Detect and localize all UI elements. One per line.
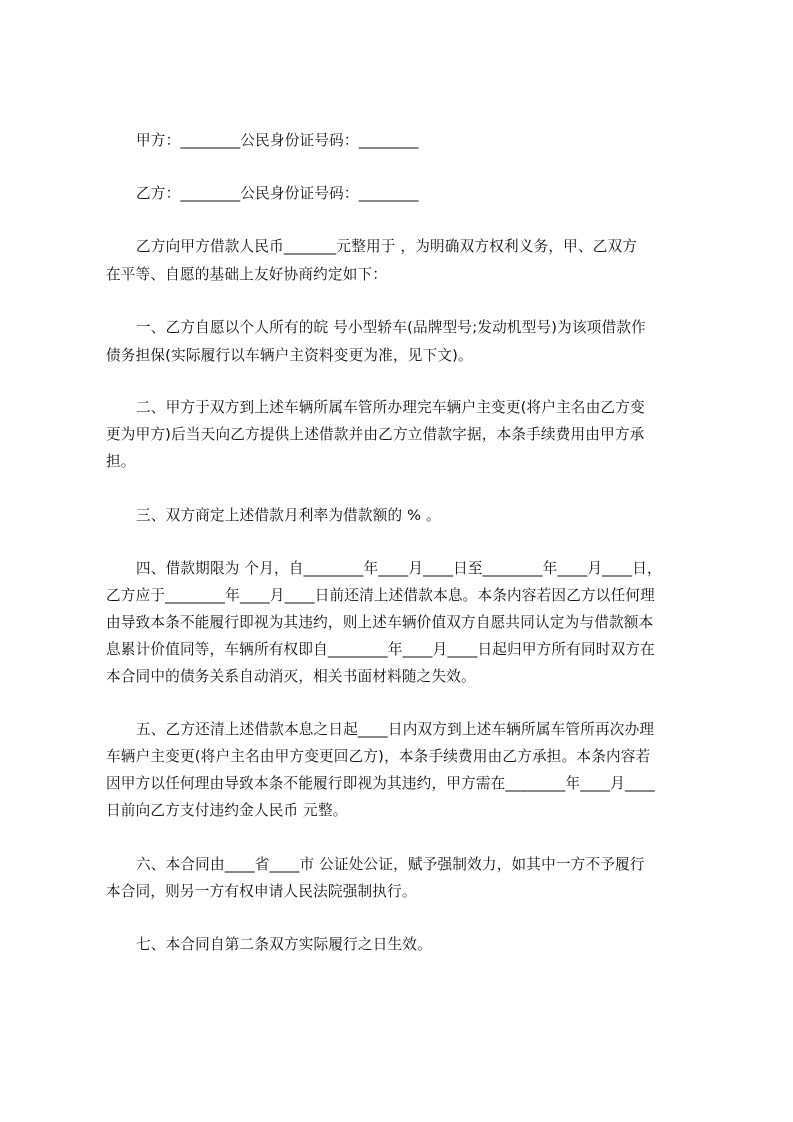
clause5-line-3: 因甲方以任何理由导致本条不能履行即视为其违约，甲方需在________年____月____: [106, 775, 655, 792]
clause6-line-2: 本合同，则另一方有权申请人民法院强制执行。: [106, 883, 417, 900]
clause4-line-3: 由导致本条不能履行即视为其违约，则上述车辆价值双方自愿共同认定为与借款额本: [106, 614, 654, 631]
clause4-line-1: 四、借款期限为 个月，自________年____月____日至________年____月____日，: [136, 560, 662, 577]
intro-line-1: 乙方向甲方借款人民币_______元整用于 ，为明确双方权利义务，甲、乙双方: [136, 238, 638, 255]
clause2-line-1: 二、甲方于双方到上述车辆所属车管所办理完车辆户主变更(将户主名由乙方变: [136, 399, 645, 416]
clause4-line-4: 息累计价值同等，车辆所有权即自________年____月____日起归甲方所有同时双方在: [106, 641, 655, 658]
clause1-line-2: 债务担保(实际履行以车辆户主资料变更为准，见下文)。: [106, 347, 473, 364]
clause7-line-1: 七、本合同自第二条双方实际履行之日生效。: [136, 936, 432, 953]
clause2-line-3: 担。: [106, 453, 136, 470]
clause2-line-2: 更为甲方)后当天向乙方提供上述借款并由乙方立借款字据，本条手续费用由甲方承: [106, 426, 645, 443]
clause5-line-4: 日前向乙方支付违约金人民币 元整。: [106, 802, 348, 819]
clause1-line-1: 一、乙方自愿以个人所有的皖 号小型轿车(品牌型号;发动机型号)为该项借款作: [136, 319, 646, 336]
clause4-line-5: 本合同中的债务关系自动消灭，相关书面材料随之失效。: [106, 668, 476, 685]
party-a-line: 甲方：________公民身份证号码：________: [136, 132, 419, 149]
party-b-line: 乙方：________公民身份证号码：________: [136, 185, 419, 202]
clause6-line-1: 六、本合同由____省____市 公证处公证，赋予强制效力，如其中一方不予履行: [136, 856, 645, 873]
clause4-line-2: 乙方应于________年____月____日前还清上述借款本息。本条内容若因乙方以任何理: [106, 587, 655, 604]
clause5-line-1: 五、乙方还清上述借款本息之日起____日内双方到上述车辆所属车管所再次办理: [136, 721, 655, 738]
clause3-line-1: 三、双方商定上述借款月利率为借款额的 % 。: [136, 507, 441, 524]
clause5-line-2: 车辆户主变更(将户主名由甲方变更回乙方)，本条手续费用由乙方承担。本条内容若: [106, 748, 651, 765]
intro-line-2: 在平等、自愿的基础上友好协商约定如下：: [106, 266, 388, 283]
